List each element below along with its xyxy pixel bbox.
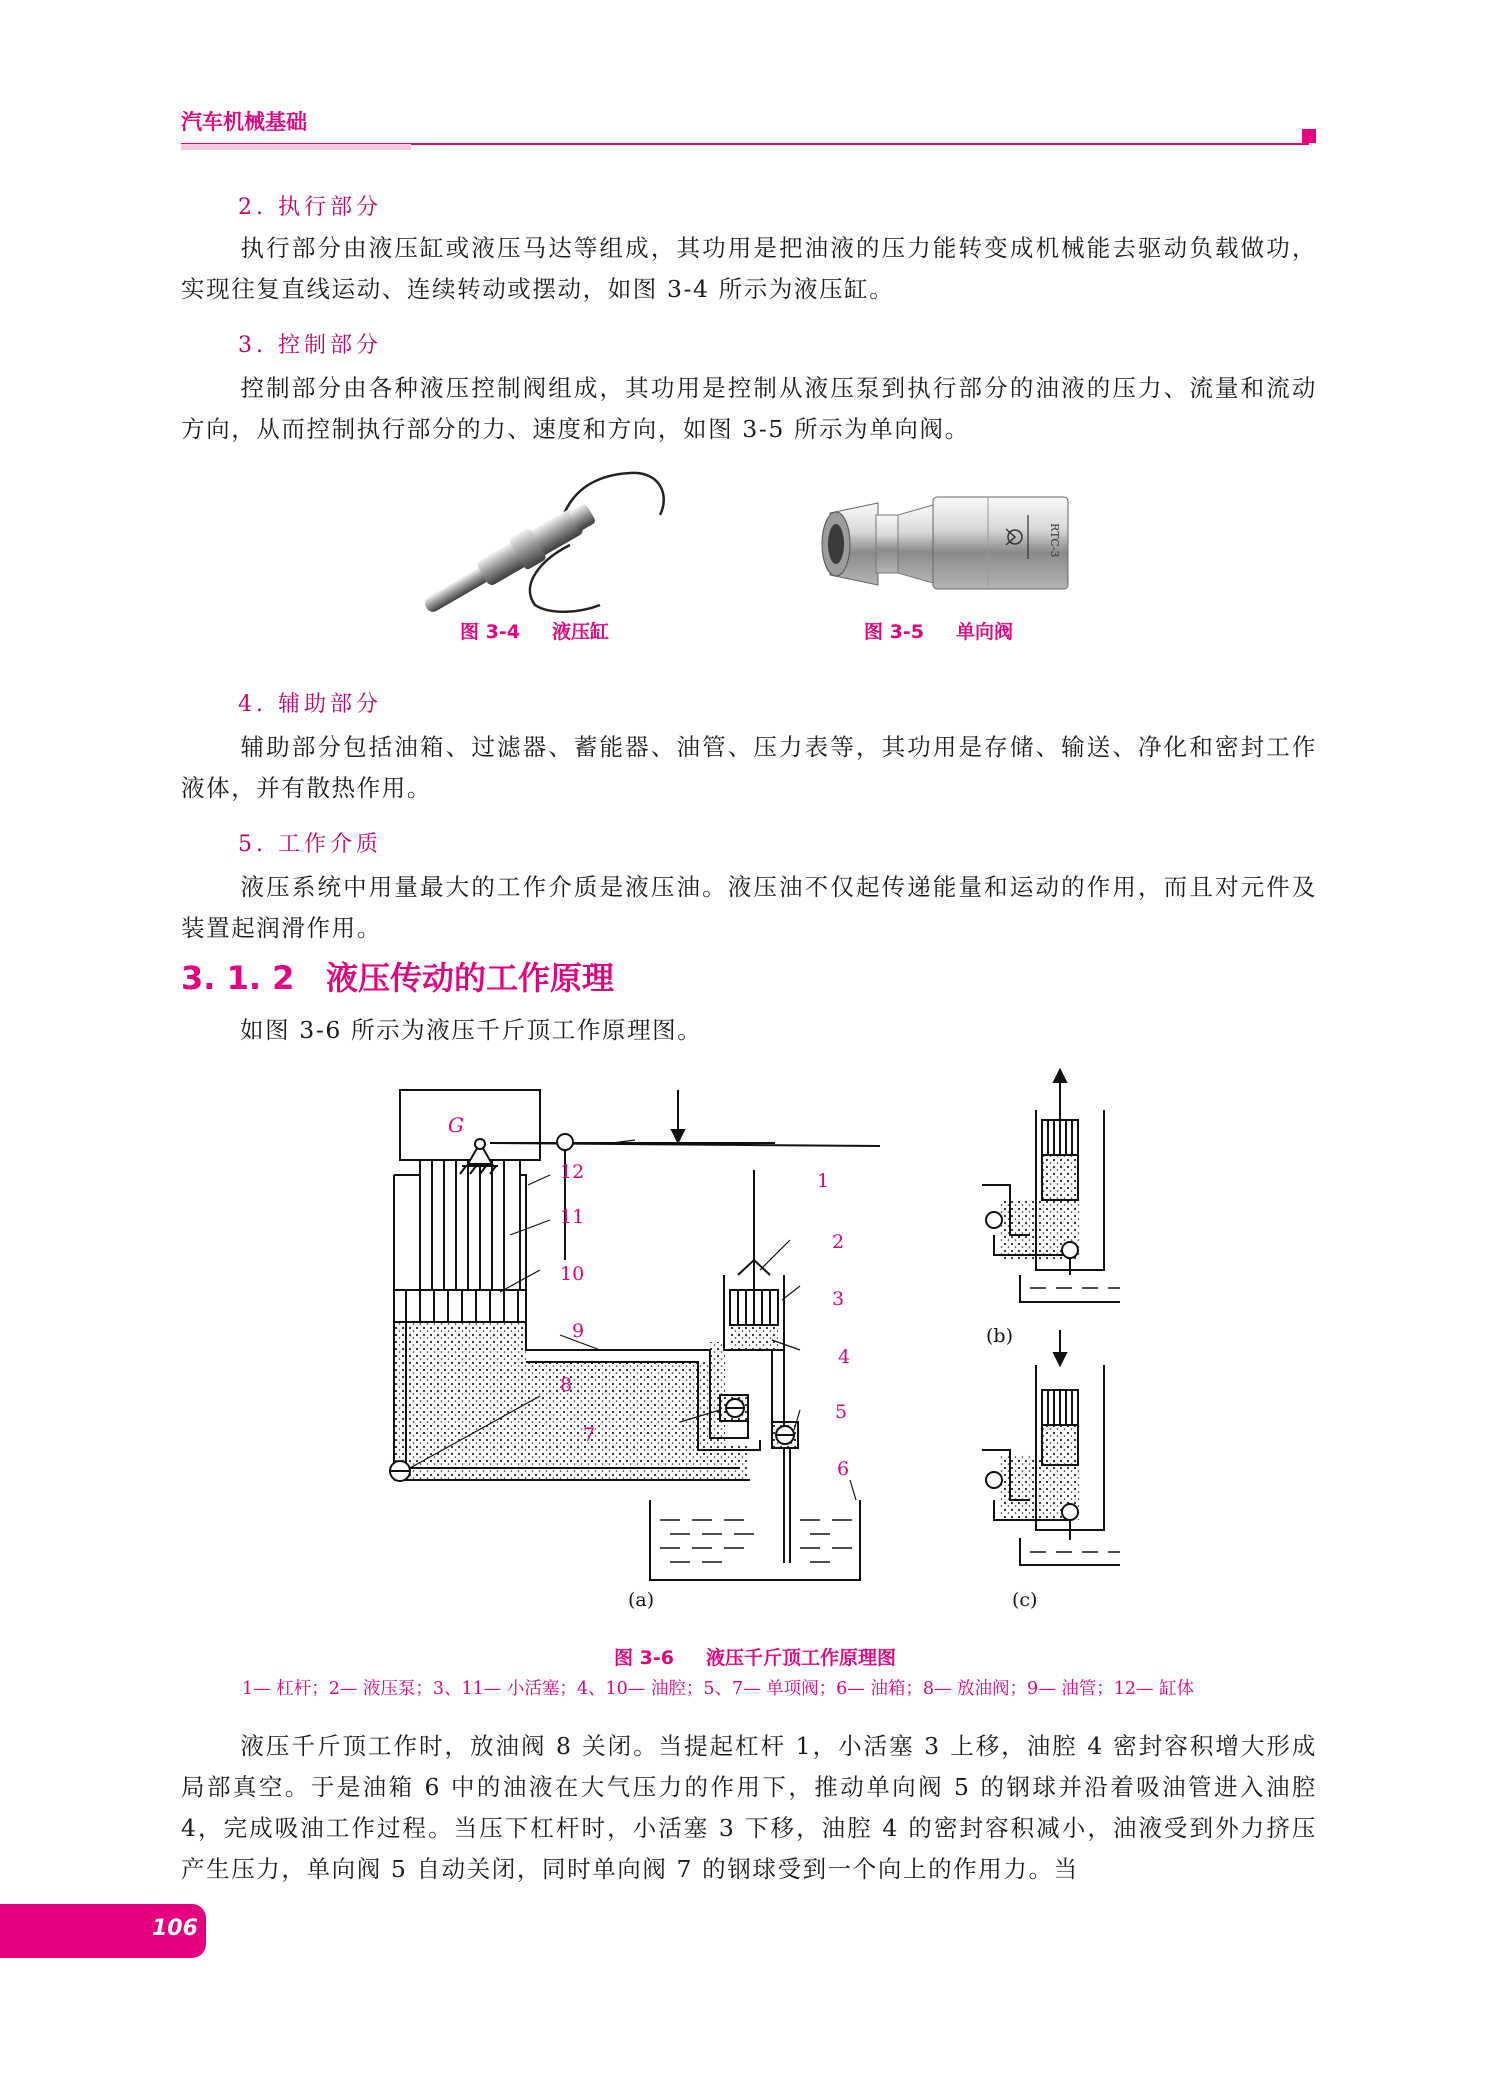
part-label-12: 12 [560, 1161, 585, 1183]
hydraulic-cylinder-image [420, 465, 680, 615]
section-title: 液压传动的工作原理 [326, 959, 615, 997]
section-number: 3. 1. 2 [181, 959, 295, 997]
paragraph-control-text: 控制部分由各种液压控制阀组成，其功用是控制从液压泵到执行部分的油液的压力、流量和流动方向，从而控制执行部分的力、速度和方向，如图 3-5 所示为单向阀。 [181, 374, 1317, 443]
running-title: 汽车机械基础 [181, 110, 307, 134]
figure-3-6-caption [614, 1643, 896, 1670]
part-label-3: 3 [832, 1288, 845, 1310]
part-label-4: 4 [838, 1346, 851, 1368]
figure-3-6-legend: 1— 杠杆；2— 液压泵；3、11— 小活塞；4、10— 油腔；5、7— 单项阀；6— 油箱；8— 放油阀；9— 油管；12— 缸体 [242, 1679, 1195, 1699]
section-intro-text: 如图 3-6 所示为液压千斤顶工作原理图。 [240, 1016, 703, 1044]
figure-3-4-number: 图 3-4 [460, 621, 520, 643]
section-heading [181, 953, 614, 999]
subsection-heading-4: 4. 辅助部分 [238, 692, 382, 717]
part-label-5: 5 [835, 1401, 848, 1423]
paragraph-execution-text: 执行部分由液压缸或液压马达等组成，其功用是把油液的压力能转变成机械能去驱动负载做功，实现往复直线运动、连续转动或摆动，如图 3-4 所示为液压缸。 [181, 234, 1317, 303]
part-label-8: 8 [560, 1374, 573, 1396]
subsection-heading-5: 5. 工作介质 [238, 832, 382, 857]
paragraph-auxiliary-text: 辅助部分包括油箱、过滤器、蓄能器、油管、压力表等，其功用是存储、输送、净化和密封工作液体，并有散热作用。 [181, 733, 1317, 802]
figure-3-4-caption [460, 617, 609, 644]
valve-marking: RTC-3 [1048, 523, 1061, 558]
figure-3-4-title: 液压缸 [551, 621, 609, 643]
header-band [181, 144, 411, 150]
part-label-2: 2 [832, 1231, 845, 1253]
part-label-10: 10 [560, 1263, 585, 1285]
paragraph-auxiliary [181, 727, 1317, 809]
paragraph-medium-text: 液压系统中用量最大的工作介质是液压油。液压油不仅起传递能量和运动的作用，而且对元件及装置起润滑作用。 [181, 873, 1317, 942]
subfigure-b-label: (b) [986, 1325, 1013, 1347]
part-label-7: 7 [583, 1424, 596, 1446]
part-label-11: 11 [560, 1206, 585, 1228]
paragraph-working-text: 液压千斤顶工作时，放油阀 8 关闭。当提起杠杆 1，小活塞 3 上移，油腔 4 密封容积增大形成局部真空。于是油箱 6 中的油液在大气压力的作用下，推动单向阀 5 的钢球并沿着吸油管进入油腔 4，完成吸油工作过程。当压下杠杆时，小活塞 3 下移，油腔 4 的密封容积减小，油液受到外力挤压产生压力，单向阀 5 自动关闭，同时单向阀 7 的钢球受到一个向上的作用力。当 [181, 1732, 1317, 1883]
load-label: G [448, 1113, 464, 1137]
figure-3-6-number: 图 3-6 [614, 1647, 674, 1669]
part-label-6: 6 [837, 1458, 850, 1480]
header-square [1302, 129, 1316, 143]
paragraph-working [181, 1726, 1317, 1890]
part-label-9: 9 [572, 1320, 585, 1342]
figure-3-6-title: 液压千斤顶工作原理图 [705, 1647, 896, 1669]
figure-3-5-caption [864, 617, 1013, 644]
figure-3-5-title: 单向阀 [955, 621, 1013, 643]
figure-3-5-number: 图 3-5 [864, 621, 924, 643]
section-intro [181, 1010, 1317, 1051]
paragraph-execution [181, 228, 1317, 310]
subsection-heading-3: 3. 控制部分 [238, 333, 382, 358]
page-number: 106 [152, 1916, 198, 1941]
part-label-1: 1 [817, 1170, 830, 1192]
subfigure-a-label: (a) [628, 1589, 655, 1611]
subfigure-c-label: (c) [1012, 1589, 1038, 1611]
subsection-heading-2: 2. 执行部分 [238, 195, 382, 220]
paragraph-control [181, 368, 1317, 450]
hydraulic-jack-diagram [380, 1060, 1120, 1620]
paragraph-medium [181, 867, 1317, 949]
check-valve-image [818, 493, 1073, 593]
